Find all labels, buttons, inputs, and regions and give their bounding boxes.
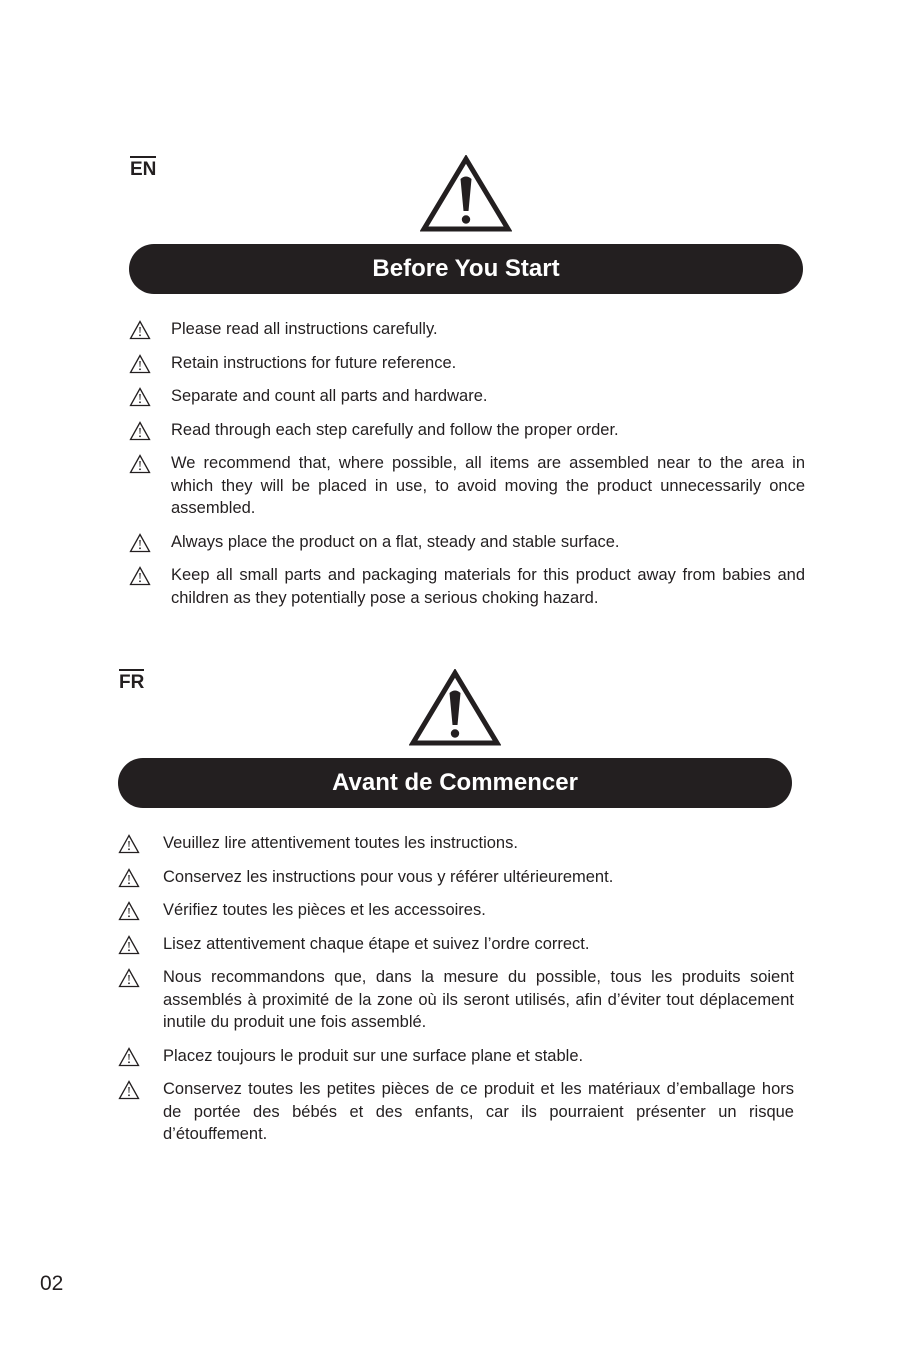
section-banner-fr: [118, 758, 792, 808]
small-warning-triangle-icon: [118, 834, 140, 854]
list-item: Lisez attentivement chaque étape et suivez l’ordre correct.: [118, 933, 794, 956]
small-warning-triangle-icon: [129, 454, 151, 474]
list-item: Nous recommandons que, dans la mesure du possible, tous les produits soient assemblés à proximité de la zone où ils seront utilisés, afin d’éviter tout déplacement inutile du produit une fois assemblé.: [118, 966, 794, 1034]
list-item: Conservez les instructions pour vous y référer ultérieurement.: [118, 866, 794, 889]
list-item: Conservez toutes les petites pièces de ce produit et les matériaux d’emballage hors de portée des bébés et des enfants, car ils pourraient présenter un risque d’étouffement.: [118, 1078, 794, 1146]
instruction-list-fr: [118, 832, 794, 1146]
small-warning-triangle-icon: [129, 320, 151, 340]
small-warning-triangle-icon: [129, 354, 151, 374]
warning-triangle-icon: [420, 155, 512, 233]
list-item: Veuillez lire attentivement toutes les instructions.: [118, 832, 794, 855]
small-warning-triangle-icon: [118, 868, 140, 888]
section-banner-en: [129, 244, 803, 294]
small-warning-triangle-icon: [129, 387, 151, 407]
small-warning-triangle-icon: [129, 566, 151, 586]
page-number: 02: [40, 1272, 64, 1295]
small-warning-triangle-icon: [129, 533, 151, 553]
list-item: Separate and count all parts and hardware.: [129, 385, 805, 408]
list-item: Read through each step carefully and follow the proper order.: [129, 419, 805, 442]
warning-triangle-icon: [409, 669, 501, 747]
instruction-list-en: [129, 318, 805, 609]
section-heading: Before You Start: [372, 255, 560, 282]
language-tag-fr: FR: [119, 669, 144, 693]
small-warning-triangle-icon: [118, 901, 140, 921]
list-item: Keep all small parts and packaging materials for this product away from babies and children as they potentially pose a serious choking hazard.: [129, 564, 805, 609]
small-warning-triangle-icon: [118, 968, 140, 988]
list-item: We recommend that, where possible, all items are assembled near to the area in which they will be placed in use, to avoid moving the product unnecessarily once assembled.: [129, 452, 805, 520]
list-item: Retain instructions for future reference.: [129, 352, 805, 375]
list-item: Always place the product on a flat, steady and stable surface.: [129, 531, 805, 554]
list-item: Placez toujours le produit sur une surface plane et stable.: [118, 1045, 794, 1068]
small-warning-triangle-icon: [129, 421, 151, 441]
small-warning-triangle-icon: [118, 1080, 140, 1100]
section-heading: Avant de Commencer: [332, 769, 578, 796]
language-tag-en: EN: [130, 156, 156, 180]
list-item: Vérifiez toutes les pièces et les accessoires.: [118, 899, 794, 922]
small-warning-triangle-icon: [118, 1047, 140, 1067]
small-warning-triangle-icon: [118, 935, 140, 955]
list-item: Please read all instructions carefully.: [129, 318, 805, 341]
